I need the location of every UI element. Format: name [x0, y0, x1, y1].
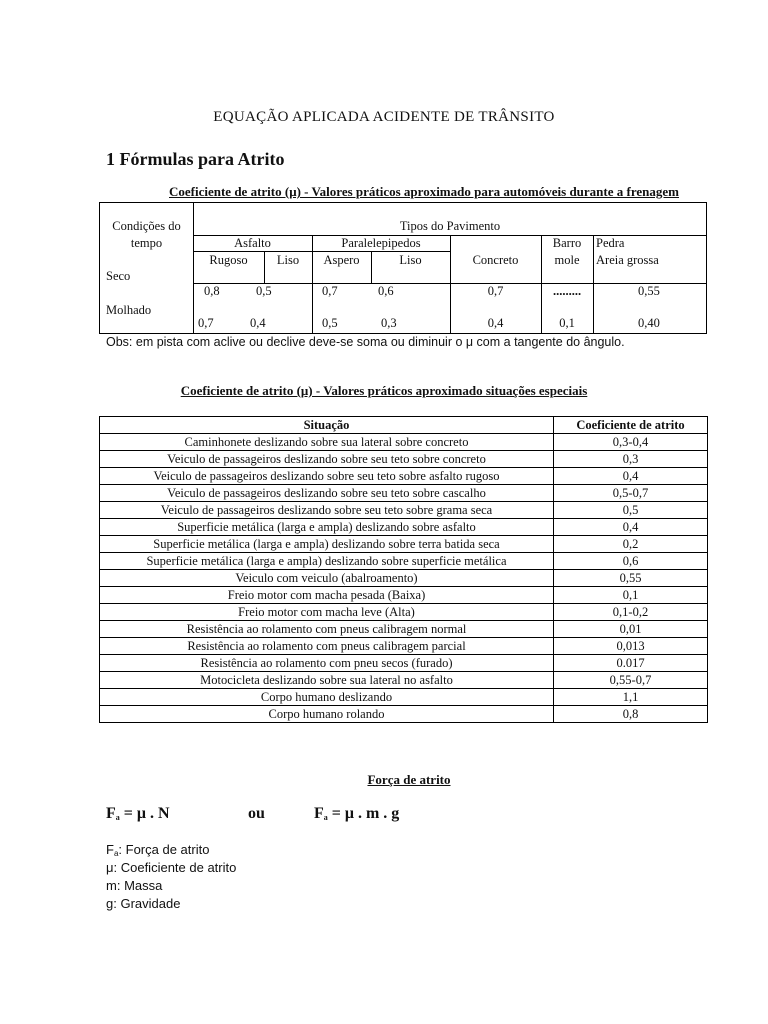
molhado-aspero: 0,5 [322, 316, 338, 330]
conditions-header-line2: tempo [130, 236, 163, 250]
coef-cell: 0,1-0,2 [554, 604, 708, 621]
table2-caption: Coeficiente de atrito (μ) - Valores práticos aproximado situações especiais [180, 383, 588, 398]
situacao-cell: Veiculo de passageiros deslizando sobre seu teto sobre asfalto rugoso [100, 468, 554, 485]
situacao-cell: Corpo humano deslizando [100, 689, 554, 706]
mole-header: mole [554, 253, 580, 267]
table-row [100, 655, 708, 672]
situacao-cell: Freio motor com macha leve (Alta) [100, 604, 554, 621]
coef-cell: 0,4 [554, 519, 708, 536]
situacao-cell: Resistência ao rolamento com pneu secos (furado) [100, 655, 554, 672]
formula-fa-mu-n: $F_a = \mu$ . N [106, 805, 170, 822]
molhado-concreto: 0,4 [487, 316, 504, 330]
molhado-pedra: 0,40 [638, 316, 660, 330]
table-row [100, 553, 708, 570]
pedra-header: Pedra [596, 236, 625, 250]
table-row [100, 570, 708, 587]
document-title: EQUAÇÃO APLICADA ACIDENTE DE TRÂNSITO [213, 109, 555, 125]
seco-concreto: 0,7 [487, 284, 504, 298]
coef-cell: 0,2 [554, 536, 708, 553]
seco-label: Seco [106, 269, 131, 283]
table-row [100, 536, 708, 553]
coef-cell: 0,013 [554, 638, 708, 655]
situacao-cell: Veiculo de passageiros deslizando sobre seu teto sobre cascalho [100, 485, 554, 502]
formula-or: ou [248, 805, 265, 822]
situacao-cell: Resistência ao rolamento com pneus calibragem normal [100, 621, 554, 638]
coef-cell: 0,4 [554, 468, 708, 485]
molhado-liso2: 0,3 [381, 316, 397, 330]
observation-note: Obs: em pista com aclive ou declive deve-se soma ou diminuir o μ com a tangente do ângulo. [106, 335, 625, 349]
situacao-cell: Superficie metálica (larga e ampla) deslizando sobre superficie metálica [100, 553, 554, 570]
legend-m: m: Massa [106, 878, 163, 893]
formula-fa-mu-m-g: $F_a = \mu$ . m . g [314, 805, 400, 822]
coef-cell: 0,5 [554, 502, 708, 519]
section-heading: 1 Fórmulas para Atrito [106, 149, 285, 169]
coef-cell: 0,6 [554, 553, 708, 570]
table1-caption: Coeficiente de atrito (μ) - Valores práticos aproximado para automóveis durante a frenagem [169, 184, 679, 199]
situacao-cell: Corpo humano rolando [100, 706, 554, 723]
pavement-header: Tipos do Pavimento [399, 219, 501, 233]
situacao-cell: Resistência ao rolamento com pneus calibragem parcial [100, 638, 554, 655]
coef-cell: 0,1 [554, 587, 708, 604]
coef-cell: 0,8 [554, 706, 708, 723]
conditions-header: Condições do [112, 219, 181, 233]
table-row [100, 706, 708, 723]
table-row [100, 485, 708, 502]
molhado-liso: 0,4 [250, 316, 266, 330]
coef-header: Coeficiente de atrito [554, 417, 708, 434]
table-row [100, 587, 708, 604]
areia-header: Areia grossa [596, 253, 659, 267]
situacao-cell: Motocicleta deslizando sobre sua lateral no asfalto [100, 672, 554, 689]
friction-braking-table [99, 202, 707, 334]
molhado-rugoso: 0,7 [198, 316, 214, 330]
coef-cell: 0,55-0,7 [554, 672, 708, 689]
molhado-barro: 0,1 [559, 316, 575, 330]
situacao-cell: Superficie metálica (larga e ampla) deslizando sobre asfalto [100, 519, 554, 536]
special-situations-table [99, 416, 708, 723]
seco-liso: 0,5 [256, 284, 272, 298]
asfalto-header: Asfalto [234, 236, 271, 250]
forca-caption: Força de atrito [367, 772, 451, 787]
liso2-header: Liso [399, 253, 422, 267]
legend-g: g: Gravidade [106, 896, 181, 911]
coef-cell: 0,55 [554, 570, 708, 587]
coef-cell: 1,1 [554, 689, 708, 706]
situacao-header: Situação [100, 417, 554, 434]
legend-mu: μ: Coeficiente de atrito [106, 860, 237, 875]
table-row [100, 689, 708, 706]
seco-barro: ......... [552, 284, 582, 298]
situacao-cell: Veiculo de passageiros deslizando sobre seu teto sobre grama seca [100, 502, 554, 519]
seco-liso2: 0,6 [378, 284, 394, 298]
coef-cell: 0,3-0,4 [554, 434, 708, 451]
barro-header: Barro [552, 236, 582, 250]
legend-fa: $F_a$: Força de atrito [106, 842, 210, 858]
coef-cell: 0,5-0,7 [554, 485, 708, 502]
table-row [100, 672, 708, 689]
table-row [100, 621, 708, 638]
rugoso-header: Rugoso [209, 253, 248, 267]
situacao-cell: Superficie metálica (larga e ampla) deslizando sobre terra batida seca [100, 536, 554, 553]
situacao-cell: Veiculo com veiculo (abalroamento) [100, 570, 554, 587]
coef-cell: 0,01 [554, 621, 708, 638]
table-row [100, 502, 708, 519]
situacao-cell: Freio motor com macha pesada (Baixa) [100, 587, 554, 604]
concreto-header: Concreto [472, 253, 519, 267]
table-row [100, 451, 708, 468]
coef-cell: 0.017 [554, 655, 708, 672]
seco-rugoso: 0,8 [204, 284, 220, 298]
table-row [100, 604, 708, 621]
seco-aspero: 0,7 [322, 284, 338, 298]
liso-header: Liso [276, 253, 300, 267]
seco-pedra: 0,55 [638, 284, 660, 298]
table-row [100, 638, 708, 655]
table-row [100, 468, 708, 485]
situacao-cell: Veiculo de passageiros deslizando sobre seu teto sobre concreto [100, 451, 554, 468]
paralelepipedos-header: Paralelepipedos [341, 236, 421, 250]
molhado-label: Molhado [106, 303, 152, 317]
aspero-header: Aspero [323, 253, 360, 267]
table-row [100, 434, 708, 451]
table-row [100, 519, 708, 536]
coef-cell: 0,3 [554, 451, 708, 468]
situacao-cell: Caminhonete deslizando sobre sua lateral sobre concreto [100, 434, 554, 451]
